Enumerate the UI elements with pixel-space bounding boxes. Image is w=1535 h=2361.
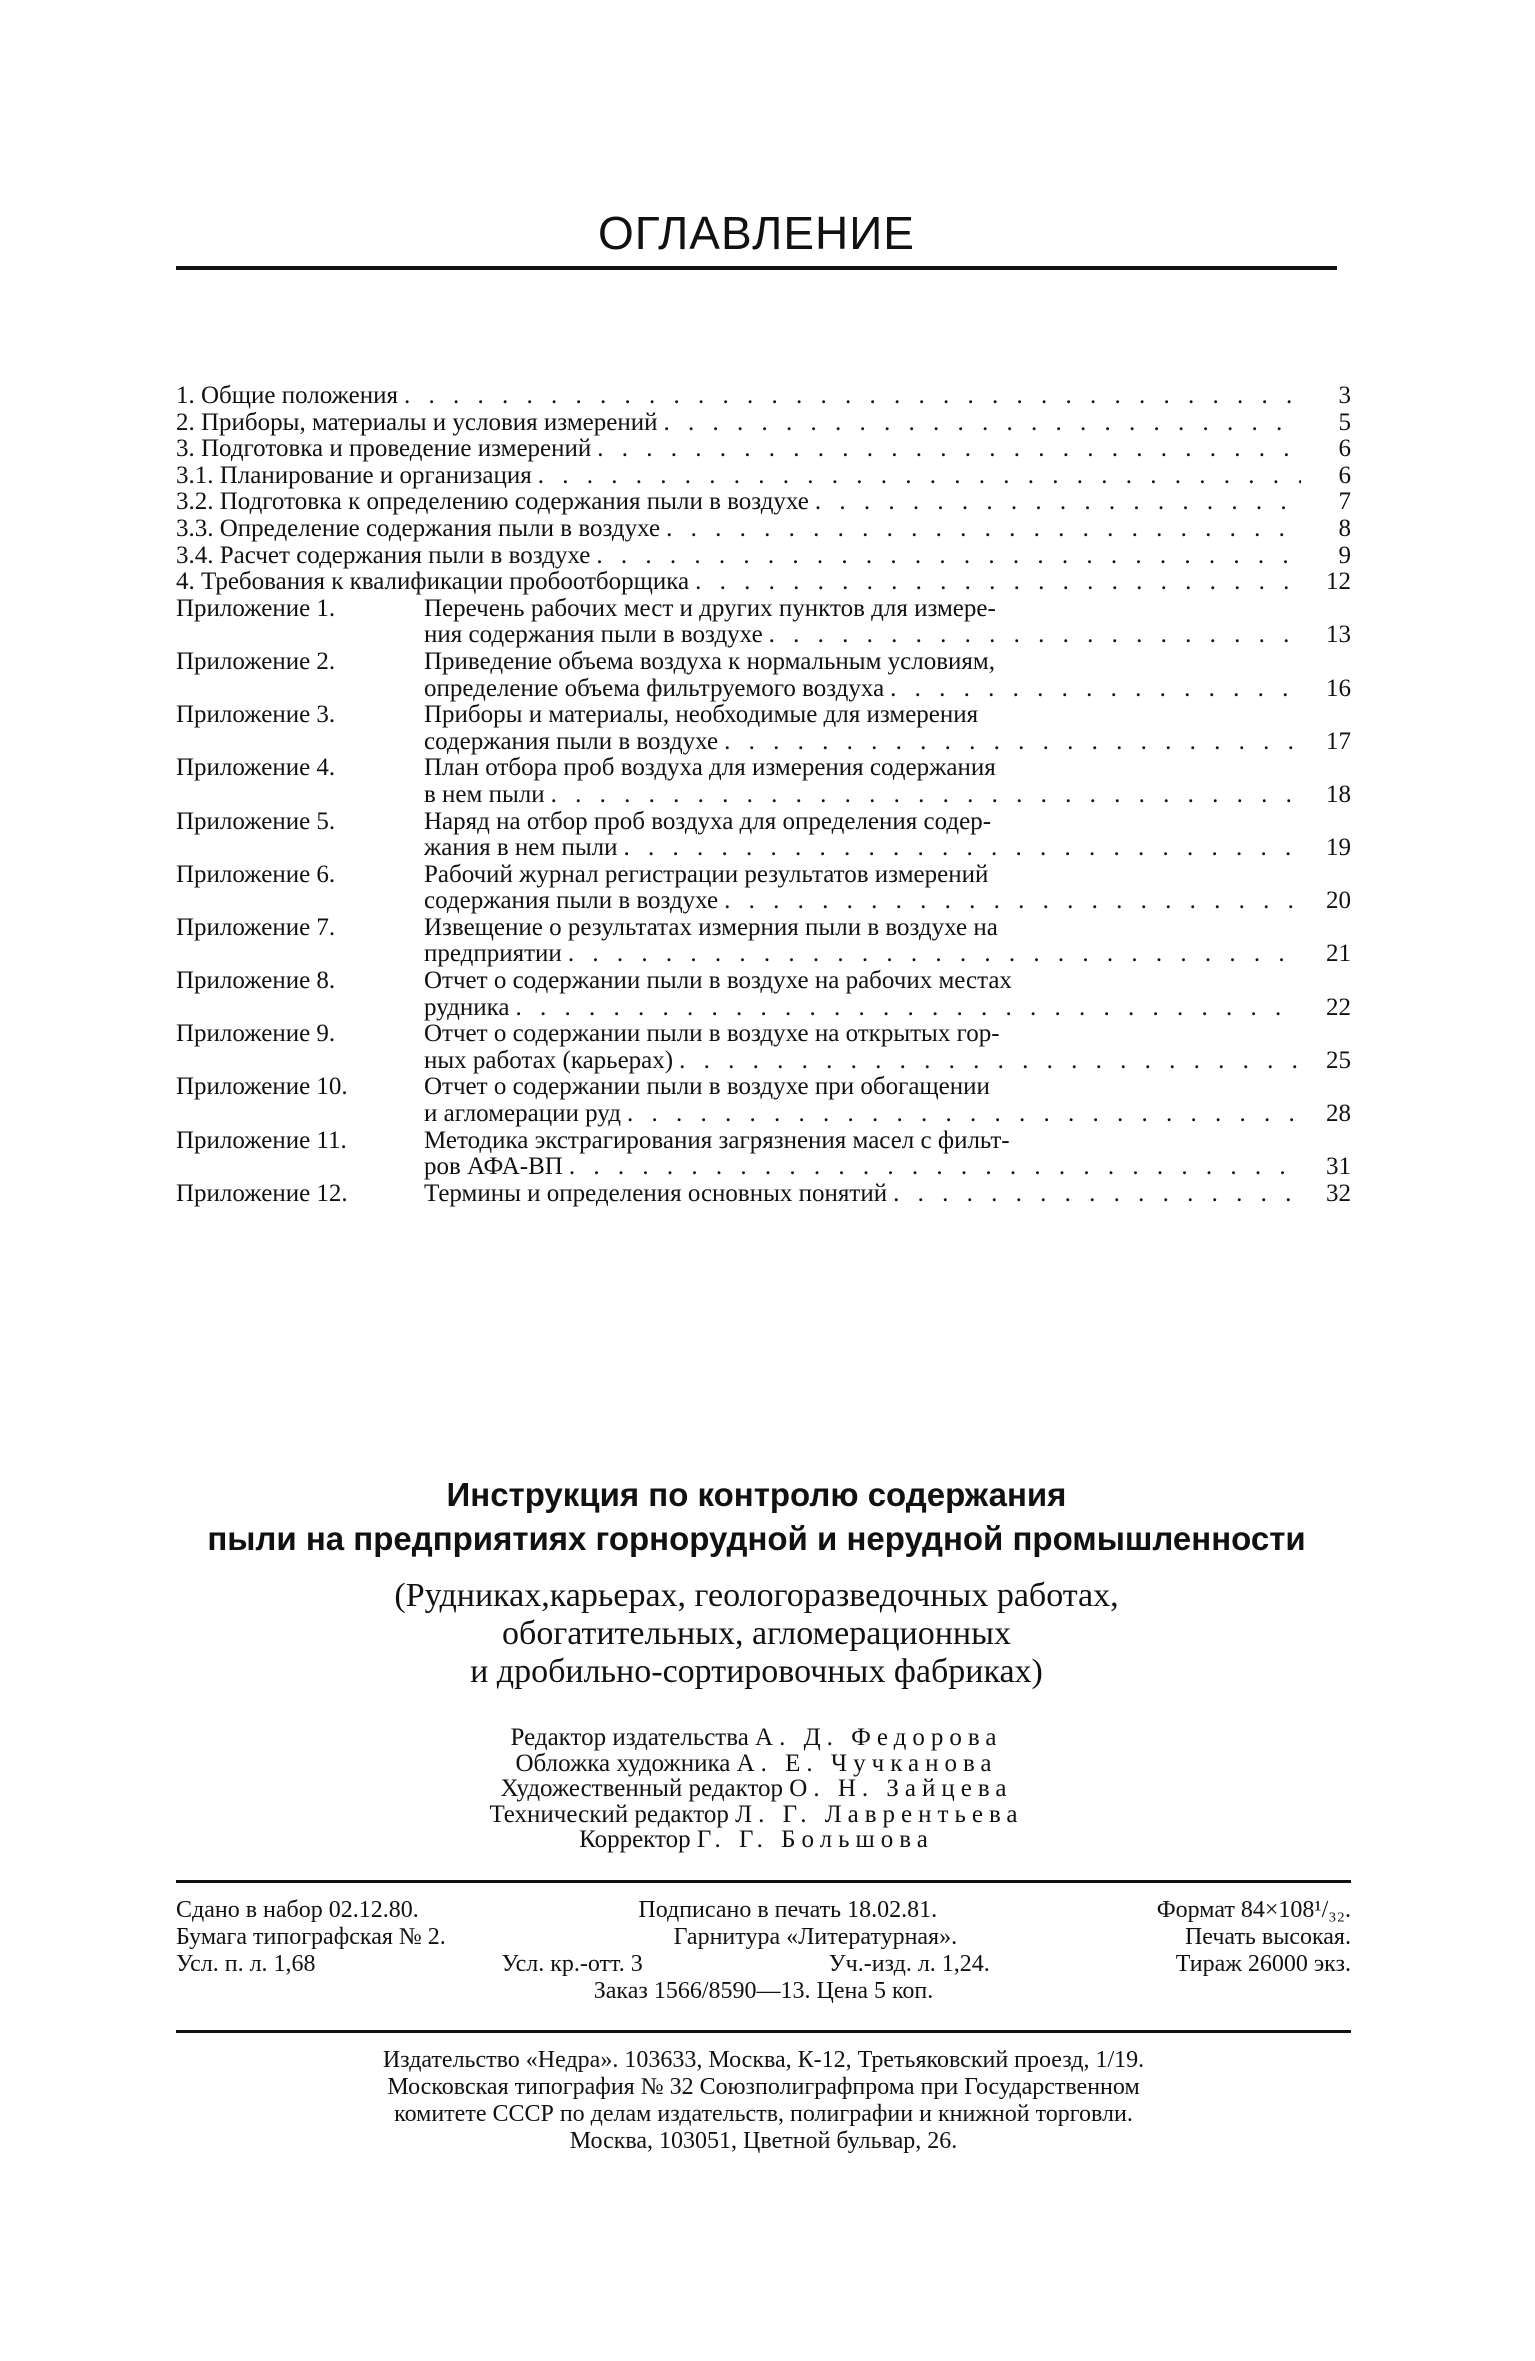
- toc-entry-page: 5: [1338, 409, 1351, 436]
- toc-entry-page: 7: [1338, 489, 1351, 516]
- toc-appendix-cont: [176, 729, 1351, 756]
- toc-entry-text: Общие положения: [201, 383, 398, 409]
- toc-entry-text: Требования к квалификации пробоотборщика: [201, 569, 690, 596]
- imprint: [176, 1897, 1351, 2005]
- toc-entry-number: 4.: [176, 569, 195, 596]
- credit-name: А. Е. Чучканова: [736, 1749, 998, 1777]
- toc-appendix-label: Приложение 9.: [176, 1021, 336, 1048]
- toc-appendix-text: Приборы и материалы, необходимые для измерения: [424, 702, 979, 729]
- toc-title: ОГЛАВЛЕНИЕ: [598, 207, 915, 259]
- toc-appendix: [176, 1181, 1351, 1208]
- toc-appendix-page: 20: [1326, 888, 1351, 915]
- imprint-item: Формат 84×108¹/₃₂.: [1156, 1897, 1351, 1923]
- book-subtitle-line: (Рудниках,карьерах, геологоразведочных работах,: [394, 1577, 1119, 1614]
- credit-line: [176, 1827, 1337, 1853]
- toc-entry-number: 3.1.: [176, 462, 214, 489]
- publisher-line: комитете СССР по делам издательств, полиграфии и книжной торговли.: [394, 2101, 1133, 2127]
- toc-entry-number: 3.: [176, 436, 195, 463]
- toc-entry: [176, 436, 1351, 463]
- toc-appendix-text: Приведение объема воздуха к нормальным условиям,: [424, 648, 995, 675]
- toc-appendix-page: 19: [1326, 835, 1351, 862]
- credit-role: Обложка художника: [515, 1749, 731, 1777]
- credit-name: Г. Г. Большова: [696, 1826, 934, 1853]
- toc-appendix-text: Отчет о содержании пыли в воздухе при обогащении: [424, 1074, 990, 1101]
- imprint-item: Подписано в печать 18.02.81.: [638, 1897, 938, 1923]
- toc-entry-text: Подготовка и проведение измерений: [201, 436, 592, 463]
- toc-entry-number: 3.4.: [176, 542, 214, 569]
- toc-entry: [176, 410, 1351, 437]
- imprint-row: [176, 1897, 1351, 1924]
- toc-appendix-text: ных работах (карьерах): [424, 1047, 674, 1074]
- toc-appendix: [176, 1074, 1351, 1101]
- toc-appendix-page: 18: [1326, 781, 1351, 808]
- imprint-row: [176, 1924, 1351, 1951]
- credit-role: Художественный редактор: [500, 1775, 784, 1802]
- toc-entry-text: Подготовка к определению содержания пыли в воздухе: [219, 489, 809, 516]
- credit-name: А. Д. Федорова: [755, 1724, 1003, 1751]
- toc-appendix-label: Приложение 4.: [176, 755, 336, 782]
- toc-appendix-text: План отбора проб воздуха для измерения содержания: [424, 755, 996, 782]
- toc-entry-number: 1.: [176, 383, 195, 409]
- toc-appendix-text: Извещение о результатах измерния пыли в воздухе на: [424, 914, 998, 941]
- toc-appendix-page: 28: [1326, 1101, 1351, 1128]
- imprint-item: Печать высокая.: [1184, 1924, 1351, 1950]
- toc-appendix-page: 25: [1326, 1047, 1351, 1074]
- toc-appendix: [176, 1128, 1351, 1155]
- toc-appendix: [176, 968, 1351, 995]
- toc-title-rule: [176, 266, 1337, 270]
- toc-appendix-page: 32: [1326, 1180, 1351, 1207]
- toc-appendix-cont: [176, 835, 1351, 862]
- toc-entry-page: 6: [1338, 436, 1351, 463]
- toc-appendix: [176, 1021, 1351, 1048]
- toc-appendix-text: ров АФА-ВП: [424, 1154, 563, 1181]
- publisher-line: Московская типография № 32 Союзполиграфпрома при Государственном: [387, 2074, 1140, 2100]
- publisher-line: Москва, 103051, Цветной бульвар, 26.: [569, 2128, 958, 2154]
- toc-appendix-label: Приложение 6.: [176, 861, 336, 888]
- toc-appendix-cont: [176, 941, 1351, 968]
- toc-appendix-label: Приложение 11.: [176, 1127, 347, 1154]
- toc-appendix-text: рудника: [424, 994, 510, 1021]
- toc-entry-page: 3: [1338, 383, 1351, 409]
- credit-name: Л. Г. Лаврентьева: [735, 1800, 1024, 1828]
- toc-appendix-cont: [176, 1101, 1351, 1128]
- toc-entry-text: Приборы, материалы и условия измерений: [201, 409, 658, 436]
- imprint-item: Тираж 26000 экз.: [1175, 1951, 1351, 1977]
- toc-appendix-label: Приложение 12.: [176, 1180, 348, 1207]
- toc-appendix-cont: [176, 676, 1351, 703]
- toc-appendix-text: определение объема фильтруемого воздуха: [424, 675, 885, 702]
- toc-appendix: [176, 915, 1351, 942]
- toc-appendix: [176, 862, 1351, 889]
- toc-appendix-text: Отчет о содержании пыли в воздухе на открытых гор-: [424, 1021, 1000, 1048]
- credit-line: [176, 1802, 1337, 1828]
- credit-name: О. Н. Зайцева: [789, 1775, 1013, 1802]
- credit-line: [176, 1776, 1337, 1802]
- toc-entry-text: Планирование и организация: [219, 462, 532, 489]
- toc-appendix-label: Приложение 5.: [176, 808, 336, 835]
- toc-appendix-text: Отчет о содержании пыли в воздухе на рабочих местах: [424, 968, 1012, 995]
- toc-appendix-cont: [176, 888, 1351, 915]
- toc-appendix-cont: [176, 622, 1351, 649]
- toc-appendix-text: Термины и определения основных понятий: [424, 1180, 888, 1207]
- toc-appendix: [176, 755, 1351, 782]
- toc-appendix-cont: [176, 1154, 1351, 1181]
- toc-appendix-label: Приложение 1.: [176, 595, 336, 622]
- toc-appendix-cont: [176, 782, 1351, 809]
- toc-appendix-label: Приложение 3.: [176, 702, 336, 729]
- toc-appendix: [176, 702, 1351, 729]
- toc-appendix-text: предприятии: [424, 941, 562, 968]
- toc-appendix-text: содержания пыли в воздухе: [424, 888, 719, 915]
- toc-entry: [176, 516, 1351, 543]
- toc-appendix-page: 21: [1326, 941, 1351, 968]
- toc-appendix-page: 31: [1326, 1154, 1351, 1181]
- credit-line: [176, 1751, 1337, 1777]
- toc-appendix-label: Приложение 8.: [176, 968, 336, 995]
- toc-entry: [176, 463, 1351, 490]
- toc-appendix-page: 16: [1326, 675, 1351, 702]
- toc-appendix-label: Приложение 2.: [176, 648, 336, 675]
- toc-entry-page: 8: [1338, 515, 1351, 542]
- toc-appendix-text: в нем пыли: [424, 781, 545, 808]
- toc-appendix-text: и агломерации руд: [424, 1101, 621, 1128]
- imprint-rule-bottom: [176, 2030, 1351, 2033]
- imprint-item: Усл. п. л. 1,68: [176, 1951, 316, 1977]
- publisher-line: Издательство «Недра». 103633, Москва, К-12, Третьяковский проезд, 1/19.: [382, 2047, 1145, 2073]
- toc-entry-page: 12: [1326, 569, 1351, 596]
- toc-entry: [176, 489, 1351, 516]
- toc-entry: [176, 383, 1351, 410]
- book-title: [176, 1473, 1337, 1561]
- table-of-contents: [176, 383, 1351, 1207]
- credit-role: Корректор: [579, 1826, 691, 1853]
- toc-entry: [176, 569, 1351, 596]
- imprint-item: Бумага типографская № 2.: [176, 1924, 446, 1950]
- imprint-item: Гарнитура «Литературная».: [673, 1924, 958, 1950]
- publisher-info: [176, 2047, 1351, 2155]
- book-subtitle-line: и дробильно-сортировочных фабриках): [470, 1653, 1043, 1690]
- toc-appendix-page: 13: [1326, 622, 1351, 649]
- toc-entry-text: Определение содержания пыли в воздухе: [219, 515, 661, 542]
- toc-appendix-page: 22: [1326, 994, 1351, 1021]
- toc-entry: [176, 543, 1351, 570]
- credits: [176, 1725, 1337, 1853]
- toc-appendix-label: Приложение 7.: [176, 914, 336, 941]
- toc-entry-page: 9: [1338, 542, 1351, 569]
- toc-appendix-text: Методика экстрагирования загрязнения масел с фильт-: [424, 1127, 1010, 1154]
- toc-appendix-text: содержания пыли в воздухе: [424, 728, 719, 755]
- toc-appendix-text: Наряд на отбор проб воздуха для определения содер-: [424, 808, 992, 835]
- toc-appendix: [176, 809, 1351, 836]
- book-title-line: пыли на предприятиях горнорудной и нерудной промышленности: [207, 1520, 1306, 1557]
- credit-role: Редактор издательства: [510, 1724, 749, 1751]
- toc-appendix-text: ния содержания пыли в воздухе: [424, 622, 763, 649]
- imprint-rule-top: [176, 1880, 1351, 1883]
- book-subtitle-line: обогатительных, агломерационных: [502, 1615, 1011, 1652]
- imprint-row: [176, 1951, 1351, 1978]
- toc-appendix-text: Перечень рабочих мест и других пунктов для измере-: [424, 595, 996, 622]
- toc-entry-number: 2.: [176, 409, 195, 436]
- toc-appendix: [176, 649, 1351, 676]
- imprint-item: Усл. кр.-отт. 3: [501, 1951, 643, 1977]
- toc-appendix-text: Рабочий журнал регистрации результатов измерений: [424, 861, 989, 888]
- toc-entry-number: 3.3.: [176, 515, 214, 542]
- imprint-item: Уч.-изд. л. 1,24.: [828, 1951, 990, 1977]
- toc-appendix: [176, 596, 1351, 623]
- book-subtitle: [176, 1577, 1337, 1691]
- credit-role: Технический редактор: [489, 1800, 729, 1828]
- toc-appendix-cont: [176, 1048, 1351, 1075]
- imprint-item: Сдано в набор 02.12.80.: [176, 1897, 419, 1923]
- credit-line: [176, 1725, 1337, 1751]
- toc-appendix-page: 17: [1326, 728, 1351, 755]
- toc-appendix-cont: [176, 995, 1351, 1022]
- toc-entry-page: 6: [1338, 462, 1351, 489]
- imprint-order: Заказ 1566/8590—13. Цена 5 коп.: [593, 1978, 934, 2004]
- book-title-line: Инструкция по контролю содержания: [446, 1476, 1067, 1513]
- toc-appendix-text: жания в нем пыли: [424, 835, 618, 862]
- toc-appendix-label: Приложение 10.: [176, 1074, 348, 1101]
- toc-entry-text: Расчет содержания пыли в воздухе: [219, 542, 591, 569]
- toc-entry-number: 3.2.: [176, 489, 214, 516]
